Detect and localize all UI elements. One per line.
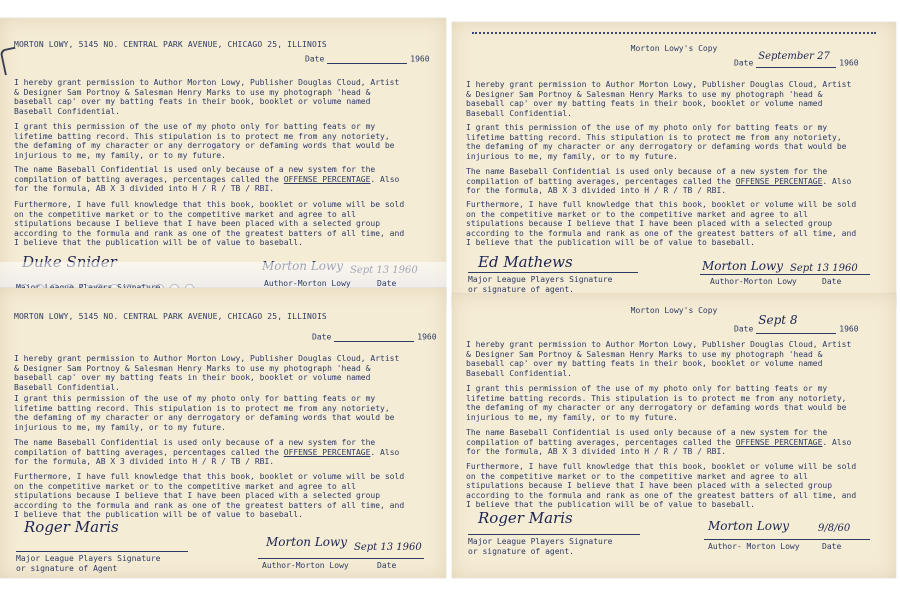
date-line: [734, 313, 859, 334]
player-caption: Major League Players Signature: [468, 275, 613, 284]
date-blank: [756, 313, 836, 334]
paragraph-furthermore: Furthermore, I have full knowledge that this book, booklet or volume will be sold on the competitive market or to the competitive market and agree to all stipulations because I believe that I have been placed with a selected group according to the formula and rank as one of the greatest batters of all time, and I believe that the publication will be of value to baseball.: [466, 462, 857, 510]
paragraph-stipulation: I grant this permission of the use of my photo only for batting feats or my lifetime batting record. This stipulation is to protect me from any notoriety, the defaming of my character or any derrogatory or defaming words that would be injurious to me, my family, or to my future.: [14, 394, 395, 432]
author-signature: Morton Lowy: [702, 259, 784, 273]
paragraph-furthermore: Furthermore, I have full knowledge that this book, booklet or volume will be sold on the competitive market or to the competitive market and agree to all stipulations because I believe that I have been placed with a selected group according to the formula and rank as one of the greatest batters of all time, and I believe that the publication will be of value to baseball.: [466, 200, 857, 248]
author-caption-top-left: Author-Morton Lowy: [264, 279, 351, 288]
date-caption-top-left: Date: [377, 279, 397, 288]
copy-label: Morton Lowy's Copy: [630, 44, 718, 53]
paragraph-offense-percentage: The name Baseball Confidential is used only because of a new system for the compilation of batting averages, percentages called the OFFENSE PERCENTAGE. Also for the formula, AB X 3 divided into H / R / TB / RBI.: [466, 167, 852, 196]
paragraph-offense-percentage: The name Baseball Confidential is used only because of a new system for the compilation of batting averages, percentages called the OFFENSE PERCENTAGE. Also for the formula, AB X 3 divided into H / R / TB / RBI.: [14, 165, 400, 194]
player-signature: Ed Mathews: [478, 253, 573, 271]
player-caption-agent: or signature of agent.: [468, 547, 574, 556]
author-signature-line: [704, 539, 870, 540]
header-address: MORTON LOWY, 5145 NO. CENTRAL PARK AVENUE, CHICAGO 25, ILLINOIS: [14, 40, 327, 49]
offense-percentage-term: OFFENSE PERCENTAGE: [735, 437, 823, 447]
author-signature: Morton Lowy: [266, 535, 348, 549]
paragraph-stipulation: I grant this permission of the use of my photo only for batting feats or my lifetime batting record. This stipulation is to protect me from any notoriety, the defaming of my character or any derrogatory or defaming words that would be injurious to me, my family, or to my future.: [14, 122, 395, 160]
header-address: MORTON LOWY, 5145 NO. CENTRAL PARK AVENUE, CHICAGO 25, ILLINOIS: [14, 312, 327, 321]
player-signature: Roger Maris: [24, 518, 119, 536]
author-signature-line: [700, 274, 870, 275]
date-year: 1960: [417, 332, 437, 342]
date-label: Date: [305, 54, 325, 64]
date-year: 1960: [839, 324, 859, 334]
player-caption-agent: or signature of agent.: [468, 285, 574, 294]
date-blank: [756, 51, 836, 68]
author-caption: Author- Morton Lowy: [708, 542, 800, 551]
date-line: [305, 54, 430, 64]
offense-percentage-term: OFFENSE PERCENTAGE: [283, 174, 371, 184]
player-signature-line: [468, 272, 638, 273]
date-label: Date: [312, 332, 332, 342]
paragraph-furthermore: Furthermore, I have full knowledge that this book, booklet or volume will be sold on the competitive market or to the competitive market and agree to all stipulations because I believe that I have been placed with a selected group according to the formula and rank as one of the greatest batters of all time, and I believe that the publication will be of value to baseball.: [14, 200, 405, 248]
paragraph-stipulation: I grant this permission of the use of my photo only for batting feats or my lifetime batting records. This stipulation is to protect me from any notoriety, the defaming of my character or any derrogatory or defaming words that would be injurious to me, my family, or to my future.: [466, 384, 847, 422]
date-handwritten: Sept 8: [758, 313, 798, 327]
date-blank: [334, 332, 414, 342]
paragraph-permission: I hereby grant permission to Author Morton Lowy, Publisher Douglas Cloud, Artist & Designer Sam Portnoy & Salesman Henry Marks to use my photograph 'head & baseball cap' over my batting feats in their book, booklet or volume named Baseball Confidential.: [466, 80, 852, 118]
player-signature-line: [468, 534, 640, 535]
date-blank: [327, 54, 407, 64]
date-label: Date: [734, 324, 754, 334]
date-caption: Date: [822, 277, 842, 286]
paper-clip-icon: [0, 47, 21, 76]
paragraph-permission: I hereby grant permission to Author Morton Lowy, Publisher Douglas Cloud, Artist & Designer Sam Portnoy & Salesman Henry Marks to use my photograph 'head & baseball cap' over my batting feats in their book, booklet or volume named Baseball Confidential.: [466, 340, 852, 378]
player-signature: Roger Maris: [478, 509, 573, 527]
author-signature-line: [258, 558, 424, 559]
copy-label: Morton Lowy's Copy: [630, 306, 718, 315]
offense-percentage-term: OFFENSE PERCENTAGE: [283, 447, 371, 457]
signed-date: 9/8/60: [818, 523, 851, 534]
release-form-bottom-right: [452, 294, 896, 578]
paragraph-stipulation: I grant this permission of the use of my photo only for batting feats or my lifetime batting record. This stipulation is to protect me from any notoriety, the defaming of my character or any derrogatory or defaming words that would be injurious to me, my family, or to my future.: [466, 123, 847, 161]
player-signature-line: [16, 551, 188, 552]
player-caption-agent: or signature of Agent: [16, 564, 118, 573]
signed-date: Sept 13 1960: [354, 542, 422, 553]
date-line: [734, 51, 859, 68]
author-caption: Author-Morton Lowy: [710, 277, 797, 286]
date-caption: Date: [377, 561, 397, 570]
player-caption: Major League Players Signature: [468, 537, 613, 546]
perforation-line: [472, 32, 876, 34]
date-line: [312, 332, 437, 342]
signed-date: Sept 13 1960: [790, 263, 858, 274]
date-year: 1960: [410, 54, 430, 64]
author-signature: Morton Lowy: [708, 519, 790, 533]
release-form-bottom-left: [0, 288, 446, 578]
paragraph-permission: I hereby grant permission to Author Morton Lowy, Publisher Douglas Cloud, Artist & Designer Sam Portnoy & Salesman Henry Marks to use my photograph 'head & baseball cap' over my batting feats in their book, booklet or volume named Baseball Confidential.: [14, 78, 400, 116]
paragraph-offense-percentage: The name Baseball Confidential is used only because of a new system for the compilation of batting averages, percentages called the OFFENSE PERCENTAGE. Also for the formula, AB X 3 divided into H / R / TB / RBI.: [466, 428, 852, 457]
paragraph-permission: I hereby grant permission to Author Morton Lowy, Publisher Douglas Cloud, Artist & Designer Sam Portnoy & Salesman Henry Marks to use my photograph 'head & baseball cap' over my batting feats in their book, booklet or volume named Baseball Confidential.: [14, 354, 400, 392]
author-caption: Author-Morton Lowy: [262, 561, 349, 570]
offense-percentage-term: OFFENSE PERCENTAGE: [735, 176, 823, 186]
date-label: Date: [734, 58, 754, 68]
paragraph-offense-percentage: The name Baseball Confidential is used only because of a new system for the compilation of batting averages, percentages called the OFFENSE PERCENTAGE. Also for the formula, AB X 3 divided into H / R / TB / RBI.: [14, 438, 400, 467]
date-caption: Date: [822, 542, 842, 551]
date-handwritten: September 27: [758, 51, 830, 62]
paragraph-furthermore: Furthermore, I have full knowledge that this book, booklet or volume will be sold on the competitive market or to the competitive market and agree to all stipulations because I believe that I have been placed with a selected group according to the formula and rank as one of the greatest batters of all time, and I believe that the publication will be of value to baseball.: [14, 472, 405, 520]
date-year: 1960: [839, 58, 859, 68]
player-caption: Major League Players Signature: [16, 554, 161, 563]
release-form-top-right: [452, 22, 896, 306]
